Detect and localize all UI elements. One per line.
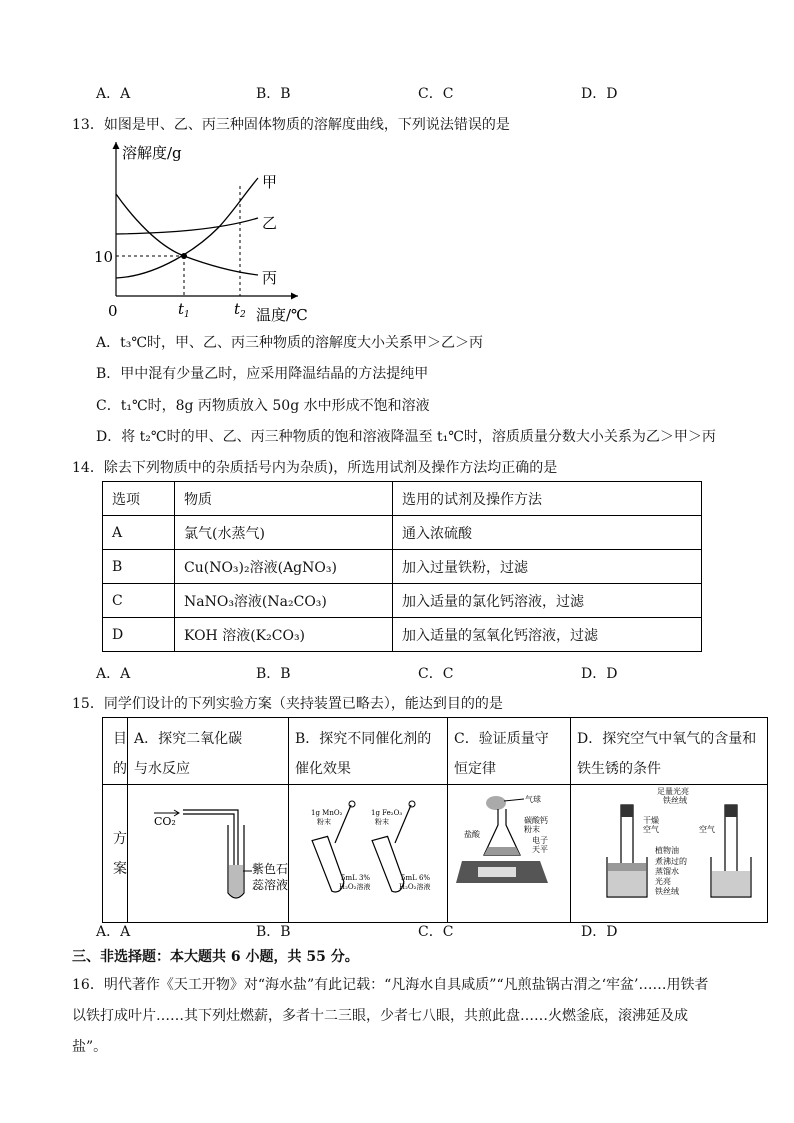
svg-text:空气: 空气 xyxy=(699,825,715,834)
label-jia: 甲 xyxy=(262,173,278,191)
svg-text:电子: 电子 xyxy=(532,836,548,845)
svg-text:CO₂: CO₂ xyxy=(154,815,176,828)
q12-option-a[interactable]: A．A xyxy=(96,86,131,102)
q15-table xyxy=(102,717,768,923)
section-3-heading: 三、非选择题：本大题共 6 小题，共 55 分。 xyxy=(72,949,359,965)
x-axis-label: 温度/℃ xyxy=(256,306,308,324)
q14-option-a[interactable]: A．A xyxy=(96,666,131,682)
origin-label: 0 xyxy=(108,302,118,320)
table-row xyxy=(103,584,702,618)
y-axis-label: 溶解度/g xyxy=(122,144,182,162)
table-row xyxy=(103,618,702,652)
q13-stem: 13．如图是甲、乙、丙三种固体物质的溶解度曲线，下列说法错误的是 xyxy=(72,117,510,133)
label-bing: 丙 xyxy=(262,269,278,287)
svg-text:5mL 6%: 5mL 6% xyxy=(401,874,431,882)
scheme-d xyxy=(571,785,768,923)
table-cell: D xyxy=(103,618,175,652)
svg-text:盐酸: 盐酸 xyxy=(464,830,480,839)
table-cell: NaNO₃溶液(Na₂CO₃) xyxy=(175,584,393,618)
q14-table xyxy=(102,481,702,652)
table-cell: KOH 溶液(K₂CO₃) xyxy=(175,618,393,652)
purpose-d: D．探究空气中氧气的含量和 铁生锈的条件 xyxy=(571,718,768,785)
q15-options xyxy=(96,921,696,941)
purpose-row xyxy=(103,718,768,785)
table-cell: 加入适量的氢氧化钙溶液，过滤 xyxy=(393,618,702,652)
purpose-c: C．验证质量守 恒定律 xyxy=(448,718,571,785)
balance-figure xyxy=(448,785,570,911)
q14-option-b[interactable]: B．B xyxy=(256,666,291,682)
table-cell: 通入浓硫酸 xyxy=(393,516,702,550)
svg-text:空气: 空气 xyxy=(643,825,659,834)
svg-text:蕊溶液: 蕊溶液 xyxy=(252,878,288,892)
q14-option-d[interactable]: D．D xyxy=(581,666,618,682)
table-cell: B xyxy=(103,550,175,584)
table-cell: 氯气(水蒸气) xyxy=(175,516,393,550)
svg-text:植物油: 植物油 xyxy=(655,846,679,855)
scheme-a xyxy=(128,785,289,923)
svg-text:5mL 3%: 5mL 3% xyxy=(341,874,371,882)
svg-text:1g Fe₂O₃: 1g Fe₂O₃ xyxy=(371,809,403,817)
t2-label: $t_2$ xyxy=(234,300,246,320)
svg-text:碳酸钙: 碳酸钙 xyxy=(524,816,548,825)
table-header-row xyxy=(103,482,702,516)
svg-text:粉末: 粉末 xyxy=(375,818,389,826)
q15-stem: 15．同学们设计的下列实验方案（夹持装置已略去），能达到目的的是 xyxy=(72,696,503,712)
header-cell: 选项 xyxy=(103,482,175,516)
svg-text:蒸馏水: 蒸馏水 xyxy=(655,867,679,876)
purpose-b: B．探究不同催化剂的 催化效果 xyxy=(289,718,448,785)
row-label-scheme: 方 案 xyxy=(103,785,128,923)
table-cell: C xyxy=(103,584,175,618)
header-cell: 选用的试剂及操作方法 xyxy=(393,482,702,516)
scheme-b xyxy=(289,785,448,923)
svg-text:铁丝绒: 铁丝绒 xyxy=(655,887,679,896)
svg-text:天平: 天平 xyxy=(532,845,548,854)
q13-option-a[interactable]: A．t₃℃时，甲、乙、丙三种物质的溶解度大小关系甲＞乙＞丙 xyxy=(96,335,484,351)
q12-option-b[interactable]: B．B xyxy=(256,86,291,102)
svg-text:光亮: 光亮 xyxy=(655,877,671,886)
svg-text:1g MnO₂: 1g MnO₂ xyxy=(311,809,343,817)
litmus-solution xyxy=(229,865,243,897)
scheme-row xyxy=(103,785,768,923)
svg-text:紫色石: 紫色石 xyxy=(252,862,288,876)
q15-option-d[interactable]: D．D xyxy=(581,924,618,940)
intersection-point xyxy=(181,253,187,259)
q13-option-b[interactable]: B．甲中混有少量乙时，应采用降温结晶的方法提纯甲 xyxy=(96,366,429,382)
q12-option-d[interactable]: D．D xyxy=(581,86,618,102)
q15-option-a[interactable]: A．A xyxy=(96,924,131,940)
table-row xyxy=(103,550,702,584)
table-row xyxy=(103,516,702,550)
q12-option-c[interactable]: C．C xyxy=(418,86,454,102)
q16-line-3: 盐”。 xyxy=(72,1039,108,1055)
balloon xyxy=(486,796,506,810)
table-cell: A xyxy=(103,516,175,550)
q13-option-c[interactable]: C．t₁℃时，8g 丙物质放入 50g 水中形成不饱和溶液 xyxy=(96,398,430,414)
svg-text:H₂O₂溶液: H₂O₂溶液 xyxy=(339,883,371,891)
svg-text:铁丝绒: 铁丝绒 xyxy=(663,796,687,805)
co2-test-tube-figure xyxy=(128,785,288,911)
q15-option-b[interactable]: B．B xyxy=(256,924,291,940)
curve-jia xyxy=(116,178,258,278)
table-cell: 加入适量的氯化钙溶液，过滤 xyxy=(393,584,702,618)
q14-stem: 14．除去下列物质中的杂质括号内为杂质)，所选用试剂及操作方法均正确的是 xyxy=(72,460,558,476)
svg-text:干燥: 干燥 xyxy=(643,816,659,825)
table-cell: Cu(NO₃)₂溶液(AgNO₃) xyxy=(175,550,393,584)
svg-text:H₂O₂溶液: H₂O₂溶液 xyxy=(399,883,431,891)
svg-text:粉末: 粉末 xyxy=(317,818,331,826)
svg-text:粉末: 粉末 xyxy=(524,825,540,834)
svg-text:气球: 气球 xyxy=(525,795,541,804)
t1-label: $t_1$ xyxy=(178,300,190,320)
purpose-a: A．探究二氧化碳 与水反应 xyxy=(128,718,289,785)
q14-option-c[interactable]: C．C xyxy=(418,666,454,682)
catalyst-figure xyxy=(289,785,447,911)
q16-line-1: 16．明代著作《天工开物》对“海水盐”有此记载：“凡海水自具咸质”“凡煎盐锅古渭之‘牢盆’……用铁者 xyxy=(72,977,709,993)
q14-options xyxy=(96,663,696,683)
q15-option-c[interactable]: C．C xyxy=(418,924,454,940)
q16-line-2: 以铁打成叶片……其下列灶燃薪，多者十二三眼，少者七八眼，共煎此盘……火燃釜底，滚沸延及成 xyxy=(72,1008,688,1024)
iron-rust-figure xyxy=(571,785,767,911)
solubility-graph xyxy=(88,138,308,330)
q13-option-d[interactable]: D．将 t₂℃时的甲、乙、丙三种物质的饱和溶液降温至 t₁℃时，溶质质量分数大小关系为乙＞甲＞丙 xyxy=(96,429,716,445)
header-cell: 物质 xyxy=(175,482,393,516)
scheme-c xyxy=(448,785,571,923)
svg-text:煮沸过的: 煮沸过的 xyxy=(655,857,687,866)
y-tick-10: 10 xyxy=(94,248,114,266)
table-cell: 加入过量铁粉，过滤 xyxy=(393,550,702,584)
svg-text:足量光亮: 足量光亮 xyxy=(657,787,689,796)
label-yi: 乙 xyxy=(262,214,278,232)
row-label-purpose: 目 的 xyxy=(103,718,128,785)
q12-options xyxy=(96,83,696,103)
